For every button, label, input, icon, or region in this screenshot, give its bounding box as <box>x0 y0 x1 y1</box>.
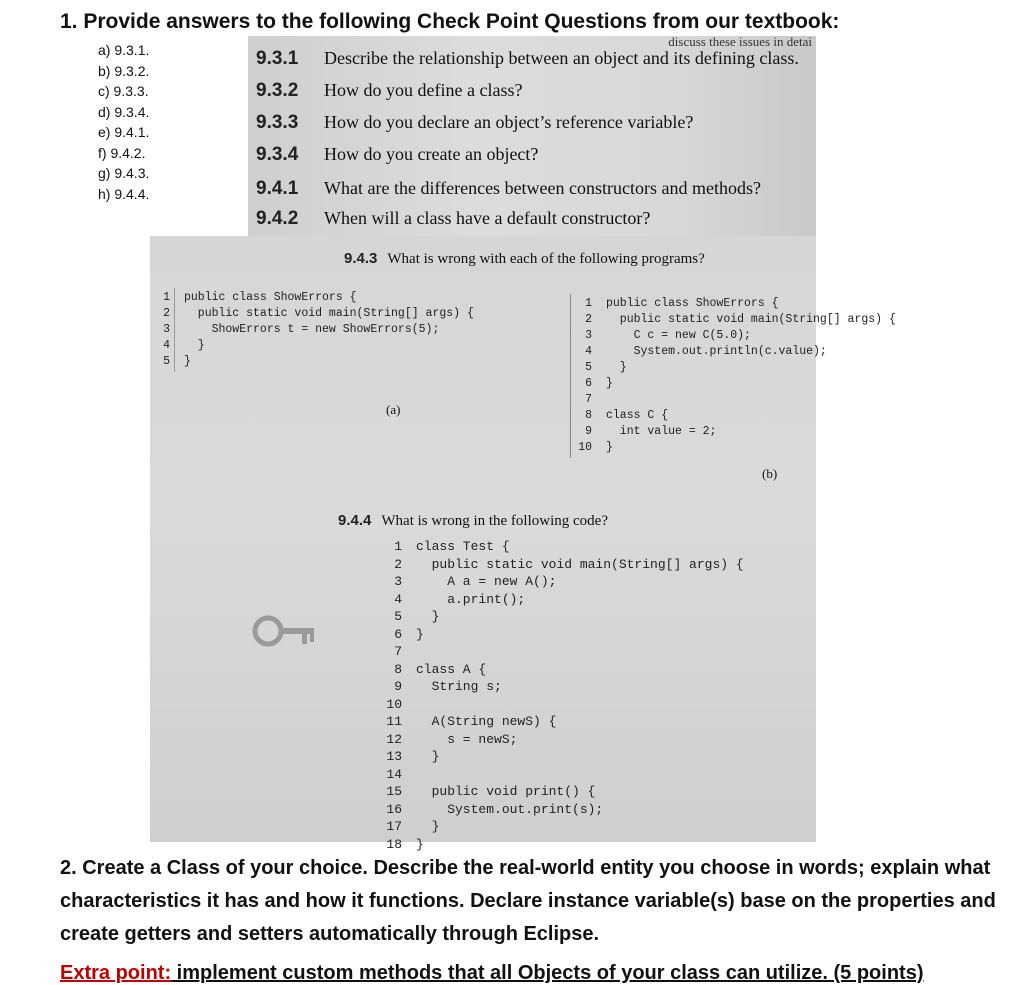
code-line <box>386 766 744 784</box>
code-text: } <box>606 377 613 390</box>
code-line <box>578 392 896 408</box>
code-text: String s; <box>416 679 502 694</box>
code-line <box>386 678 744 696</box>
code-text: A a = new A(); <box>416 574 557 589</box>
checkpoint-question <box>256 208 650 230</box>
line-number: 7 <box>585 393 592 406</box>
code-line <box>386 836 744 854</box>
line-number: 18 <box>386 836 402 852</box>
code-line <box>156 306 474 322</box>
checkpoint-question <box>256 144 538 166</box>
code-text: class C { <box>606 409 669 422</box>
checkpoint-number: 9.3.3 <box>256 112 299 133</box>
code-text: public static void main(String[] args) { <box>416 556 744 572</box>
question-number: 9.4.4 <box>338 512 372 529</box>
line-number: 7 <box>394 644 402 659</box>
code-line <box>156 338 474 354</box>
code-line <box>386 626 744 644</box>
question2-text: 2. Create a Class of your choice. Describe the real-world entity you choose in words; explain what characteristics it has and how it functions. Declare instance variable(s) base on the properties and create getters and setters automatically through Eclipse. <box>60 857 996 945</box>
checkpoint-number: 9.4.2 <box>256 208 299 229</box>
code-line <box>386 556 744 574</box>
line-number: 5 <box>585 361 592 374</box>
line-number: 15 <box>386 784 402 799</box>
code-text: class Test { <box>416 539 510 554</box>
line-number-divider <box>570 294 571 458</box>
code-text: } <box>416 819 440 834</box>
line-number: 3 <box>585 329 592 342</box>
code-line <box>386 801 744 819</box>
code-line <box>386 608 744 626</box>
line-number: 16 <box>386 801 402 817</box>
line-number: 11 <box>386 714 402 729</box>
code-line <box>386 538 744 556</box>
line-number: 14 <box>386 766 402 782</box>
checkpoint-list-item: h) 9.4.4. <box>98 185 150 202</box>
extra-point-text: implement custom methods that all Objects of your class can utilize. (5 points) <box>171 962 924 984</box>
checkpoint-list-item: b) 9.3.2. <box>98 62 150 79</box>
checkpoint-text: When will a class have a default constructor? <box>324 208 651 228</box>
code-text: } <box>606 441 613 454</box>
code-text: System.out.println(c.value); <box>606 345 827 358</box>
question1-heading: 1. Provide answers to the following Check Point Questions from our textbook: <box>60 10 840 33</box>
line-number: 1 <box>585 297 592 310</box>
code-text: class A { <box>416 661 487 677</box>
program-a-label: (a) <box>386 402 401 417</box>
line-number: 4 <box>585 345 592 358</box>
code-line <box>578 376 896 392</box>
key-icon <box>250 606 320 661</box>
textbook-photo-code <box>150 236 896 852</box>
line-number: 3 <box>163 323 170 336</box>
code-line <box>578 344 896 360</box>
question-944-heading <box>338 512 608 530</box>
checkpoint-sublist <box>98 40 208 204</box>
code-line <box>578 328 896 344</box>
checkpoint-list-item: e) 9.4.1. <box>98 124 150 140</box>
code-text: a.print(); <box>416 591 526 607</box>
checkpoint-text: What are the differences between constructors and methods? <box>324 178 761 198</box>
code-line <box>386 783 744 801</box>
code-line <box>386 696 744 714</box>
question-text: What is wrong in the following code? <box>381 513 608 529</box>
line-number: 8 <box>585 409 592 422</box>
code-line <box>386 748 744 766</box>
code-text: A(String newS) { <box>416 714 557 729</box>
code-text: s = newS; <box>416 731 518 747</box>
line-number: 8 <box>394 661 402 677</box>
code-text: } <box>184 355 191 368</box>
code-text: System.out.print(s); <box>416 801 604 817</box>
checkpoint-question <box>256 178 761 200</box>
code-text: public class ShowErrors { <box>606 297 779 310</box>
line-number: 10 <box>578 441 592 454</box>
checkpoint-text: How do you define a class? <box>324 80 523 100</box>
code-text: int value = 2; <box>606 425 717 438</box>
line-number: 1 <box>163 291 170 304</box>
code-line <box>578 312 896 328</box>
checkpoint-question <box>256 48 799 70</box>
line-number: 4 <box>394 591 402 607</box>
checkpoint-list-item: d) 9.3.4. <box>98 103 150 120</box>
line-number: 17 <box>386 819 402 834</box>
code-text: public class ShowErrors { <box>184 291 357 304</box>
program-b-listing <box>578 296 896 456</box>
code-line <box>578 408 896 424</box>
question-943-heading <box>344 250 705 268</box>
line-number: 12 <box>386 731 402 747</box>
code-text: public static void main(String[] args) { <box>606 313 896 326</box>
code-line <box>156 290 474 306</box>
line-number: 13 <box>386 749 402 764</box>
code-line <box>156 322 474 338</box>
code-text: } <box>184 339 205 352</box>
checkpoint-text: How do you create an object? <box>324 144 539 164</box>
code-text: public static void main(String[] args) { <box>184 307 474 320</box>
checkpoint-list-item: a) 9.3.1. <box>98 42 150 58</box>
code-line <box>578 440 896 456</box>
code-line <box>386 591 744 609</box>
line-number: 1 <box>394 539 402 554</box>
extra-point-label: Extra point: <box>60 962 172 984</box>
code-line <box>386 573 744 591</box>
program-b-label: (b) <box>762 466 778 481</box>
checkpoint-question <box>256 112 693 134</box>
program-944-listing <box>386 538 744 853</box>
code-line <box>578 360 896 376</box>
code-text: public void print() { <box>416 784 596 799</box>
line-number: 2 <box>163 307 170 320</box>
line-number: 6 <box>394 626 402 642</box>
extra-point-line <box>60 962 924 985</box>
line-number: 9 <box>585 425 592 438</box>
line-number: 2 <box>585 313 592 326</box>
line-number: 6 <box>585 377 592 390</box>
code-line <box>578 424 896 440</box>
checkpoint-number: 9.4.1 <box>256 178 299 199</box>
code-line <box>386 713 744 731</box>
code-line <box>386 661 744 679</box>
checkpoint-text: How do you declare an object’s reference variable? <box>324 112 694 132</box>
question-number: 9.4.3 <box>344 250 378 267</box>
line-number: 9 <box>394 679 402 694</box>
checkpoint-number: 9.3.2 <box>256 80 299 101</box>
code-text: ShowErrors t = new ShowErrors(5); <box>184 323 440 336</box>
checkpoint-number: 9.3.4 <box>256 144 299 165</box>
line-number: 2 <box>394 556 402 572</box>
line-number: 5 <box>163 355 170 368</box>
code-text: } <box>416 609 440 624</box>
checkpoint-text: Describe the relationship between an object and its defining class. <box>324 48 799 68</box>
checkpoint-list-item: g) 9.4.3. <box>98 165 150 181</box>
code-line <box>578 296 896 312</box>
code-text: } <box>416 749 440 764</box>
checkpoint-number: 9.3.1 <box>256 48 299 69</box>
code-text: } <box>606 361 627 374</box>
line-number: 3 <box>394 574 402 589</box>
checkpoint-question <box>256 80 522 102</box>
line-number: 10 <box>386 696 402 712</box>
checkpoint-list-item: c) 9.3.3. <box>98 83 149 99</box>
code-line <box>156 354 474 370</box>
cropped-text-fragment: discuss these issues in detai <box>668 34 812 49</box>
code-line <box>386 643 744 661</box>
code-text: } <box>416 836 424 852</box>
checkpoint-list-item: f) 9.4.2. <box>98 144 146 161</box>
line-number: 5 <box>394 609 402 624</box>
program-a-listing <box>156 290 474 370</box>
code-text: } <box>416 626 424 642</box>
code-text: C c = new C(5.0); <box>606 329 751 342</box>
code-line <box>386 818 744 836</box>
line-number: 4 <box>163 339 170 352</box>
textbook-photo-checkpoints <box>248 36 816 236</box>
question-text: What is wrong with each of the following programs? <box>387 251 705 267</box>
code-line <box>386 731 744 749</box>
